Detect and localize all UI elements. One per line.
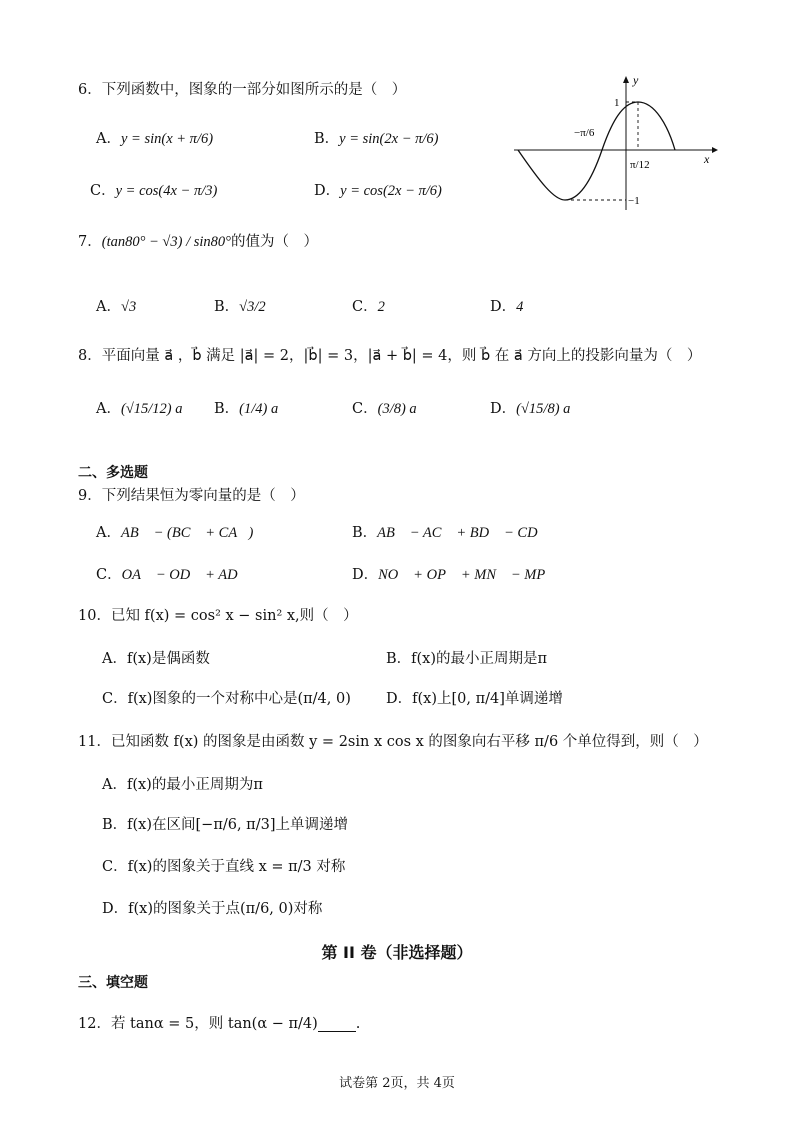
x-axis-label: x [704, 152, 710, 166]
question-7-option-a[interactable]: A．√3 [96, 299, 137, 315]
question-11-stem: 11．已知函数 f(x) 的图象是由函数 y = 2sin x cos x 的图象向右平移 π/6 个单位得到，则（ ） [78, 734, 708, 750]
question-6-option-b[interactable]: B．y = sin(2x − π/6) [314, 131, 439, 147]
neg-pi-sixth-label: −π/6 [574, 127, 595, 139]
question-11-option-c[interactable]: C．f(x)的图象关于直线 x = π/3 对称 [102, 859, 346, 875]
question-8-option-d[interactable]: D．(√15/8) a⃗ [490, 401, 582, 417]
question-11-option-a[interactable]: A．f(x)的最小正周期为π [102, 777, 263, 793]
question-7-option-d[interactable]: D．4 [490, 299, 524, 315]
answer-blank[interactable] [318, 1017, 356, 1032]
question-8-option-a[interactable]: A．(√15/12) a⃗ [96, 401, 194, 417]
section-heading-fill: 三、填空题 [78, 975, 148, 991]
question-6-option-c[interactable]: C．y = cos(4x − π/3) [90, 183, 218, 199]
question-9-option-c[interactable]: C．OA⃗ − OD⃗ + AD⃗ [96, 567, 249, 583]
y-axis-label: y [633, 74, 639, 87]
sine-curve [518, 102, 675, 200]
max-label: 1 [614, 97, 620, 109]
question-7-stem: 7．(tan80° − √3) / sin80°的值为（ ） [78, 234, 318, 250]
question-10-option-d[interactable]: D．f(x)上[0, π/4]单调递增 [386, 691, 563, 707]
question-11-option-b[interactable]: B．f(x)在区间[−π/6, π/3]上单调递增 [102, 817, 348, 833]
question-8-option-c[interactable]: C．(3/8) a⃗ [352, 401, 428, 417]
question-10-option-a[interactable]: A．f(x)是偶函数 [102, 651, 210, 667]
question-8-stem: 8．平面向量 a⃗ ，b⃗ 满足 |a⃗| = 2，|b⃗| = 3，|a⃗ + b⃗| = 4，则 b⃗ 在 a⃗ 方向上的投影向量为（ ） [78, 348, 702, 364]
question-12: 12．若 tanα = 5，则 tan(α − π/4) . [78, 1016, 361, 1032]
question-6-stem: 6．下列函数中，图象的一部分如图所示的是（ ） [78, 82, 407, 98]
question-9-option-b[interactable]: B．AB⃗ − AC⃗ + BD⃗ − CD⃗ [352, 525, 549, 541]
page-footer: 试卷第 2页，共 4页 [339, 1076, 455, 1091]
pi-twelfth-label: π/12 [630, 159, 650, 171]
question-11-option-d[interactable]: D．f(x)的图象关于点(π/6, 0)对称 [102, 901, 323, 917]
question-10-option-c[interactable]: C．f(x)图象的一个对称中心是(π/4, 0) [102, 691, 351, 707]
question-9-option-a[interactable]: A．AB⃗ − (BC⃗ + CA⃗) [96, 525, 254, 541]
min-label: −1 [628, 195, 640, 207]
question-6-option-d[interactable]: D．y = cos(2x − π/6) [314, 183, 442, 199]
sine-graph-figure [510, 74, 720, 214]
section-heading-multi: 二、多选题 [78, 465, 148, 481]
question-9-option-d[interactable]: D．NO⃗ + OP⃗ + MN⃗ − MP⃗ [352, 567, 557, 583]
part-2-title: 第 II 卷（非选择题） [321, 943, 473, 962]
x-axis-arrow-icon [712, 147, 718, 153]
question-10-option-b[interactable]: B．f(x)的最小正周期是π [386, 651, 548, 667]
question-8-option-b[interactable]: B．(1/4) a⃗ [214, 401, 290, 417]
question-6-option-a[interactable]: A．y = sin(x + π/6) [96, 131, 214, 147]
question-9-stem: 9．下列结果恒为零向量的是（ ） [78, 488, 305, 504]
question-7-option-c[interactable]: C．2 [352, 299, 385, 315]
question-10-stem: 10．已知 f(x) = cos² x − sin² x,则（ ） [78, 608, 358, 624]
question-7-option-b[interactable]: B．√3/2 [214, 299, 266, 315]
y-axis-arrow-icon [623, 76, 629, 83]
